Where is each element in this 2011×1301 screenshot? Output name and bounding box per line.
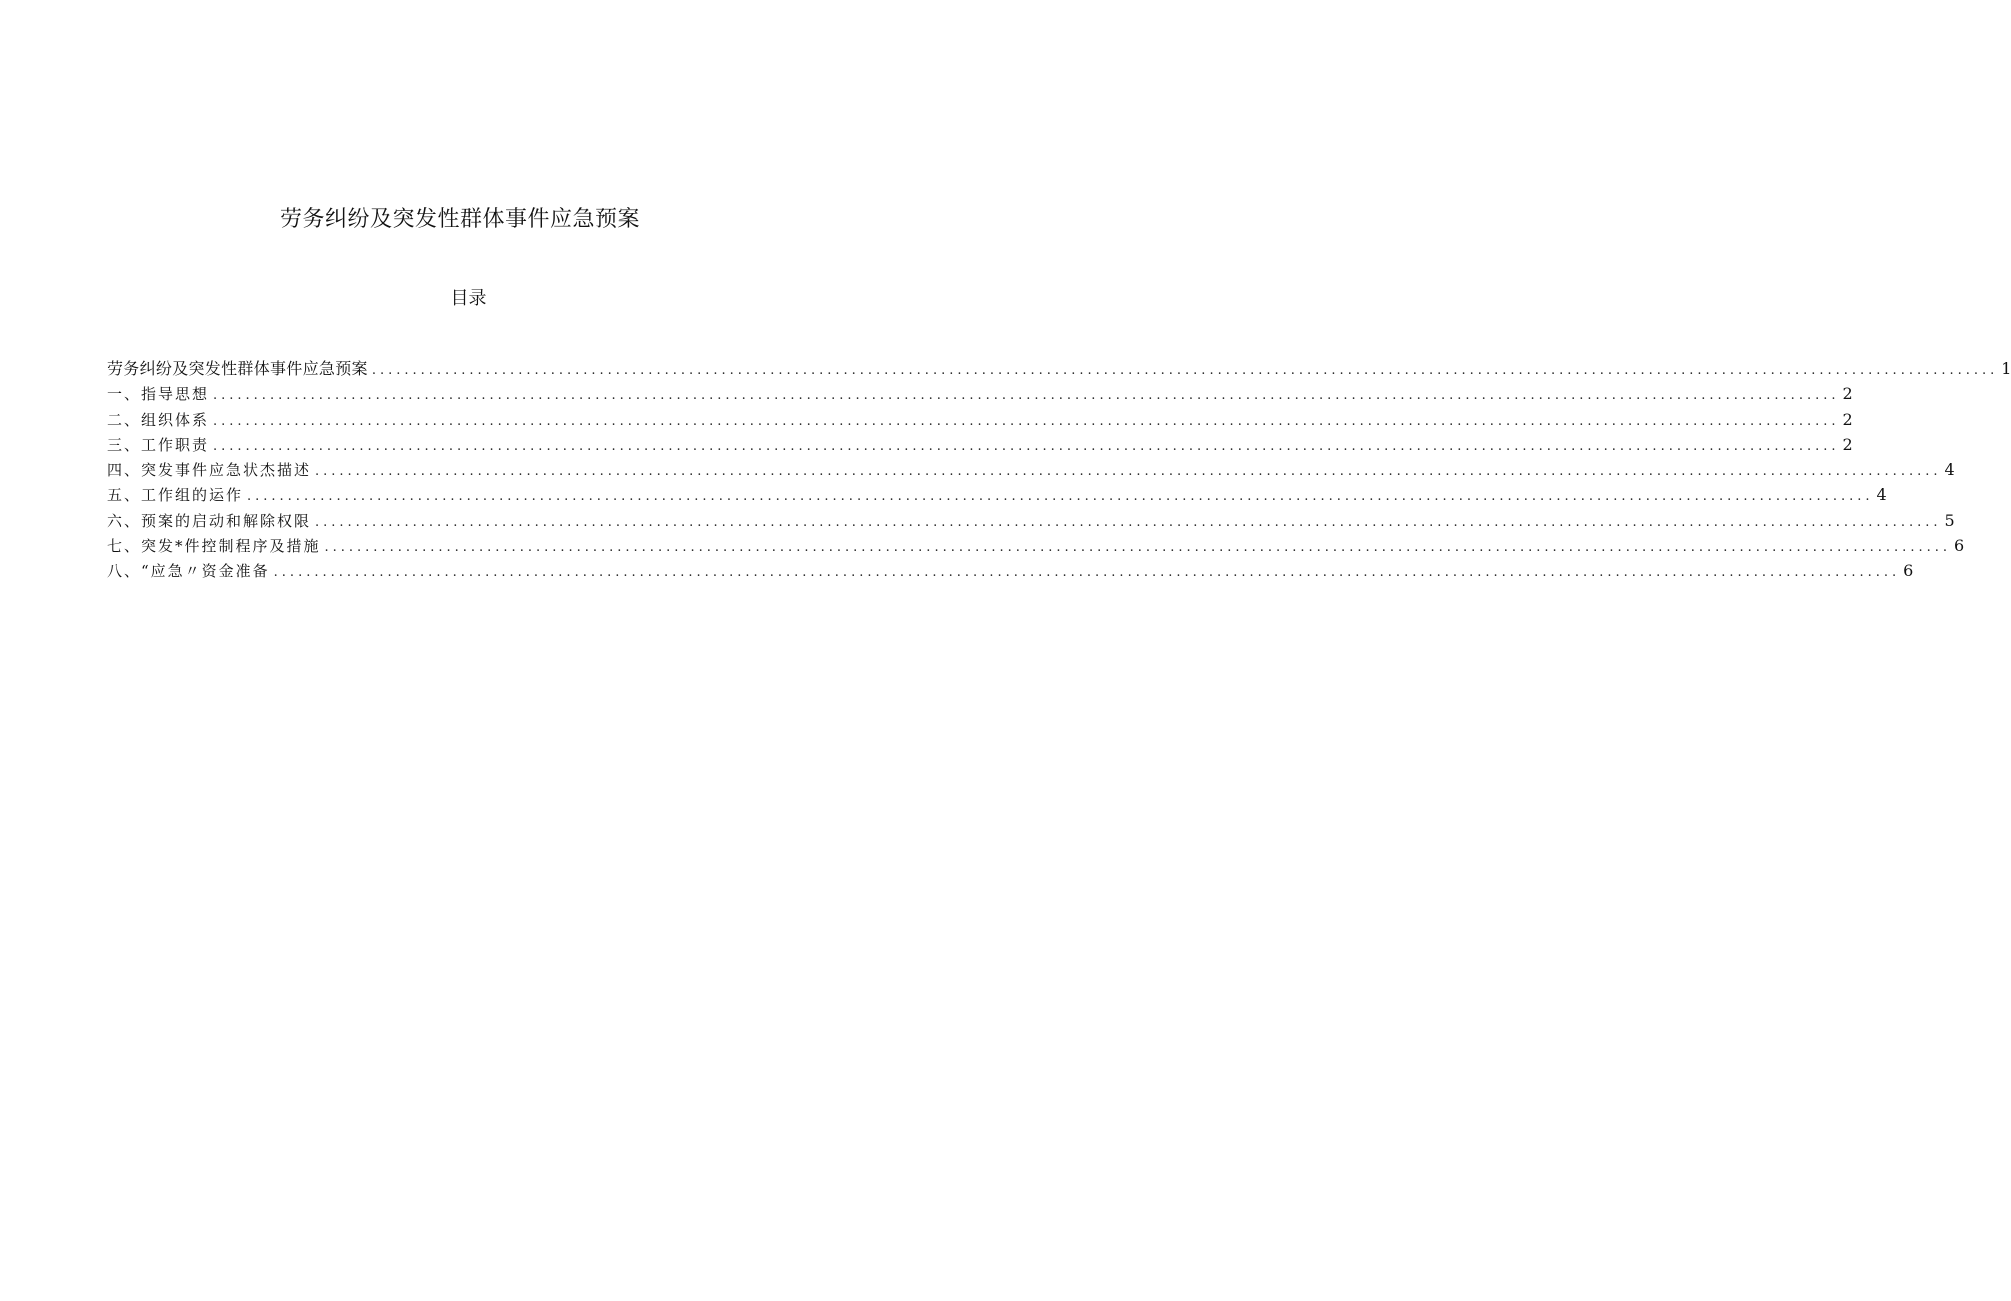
toc-entry-page: 2: [1842, 384, 1853, 404]
toc-leader-dots: ........................................................................................................................................................................................................: [213, 438, 1840, 454]
toc-entry-page: 2: [1842, 409, 1853, 429]
toc-leader-dots: ........................................................................................................................................................................................................: [247, 489, 1874, 505]
toc-entry-main-title[interactable]: [107, 357, 2011, 382]
toc-entry-label: 三、工作职责: [107, 435, 210, 454]
toc-entry-emergency-state[interactable]: [107, 458, 1955, 483]
toc-entry-page: 1: [2001, 359, 2011, 378]
toc-entry-label: 八、“应急〃资金准备: [107, 562, 270, 581]
toc-entry-work-duties[interactable]: [107, 433, 1853, 458]
toc-entry-label: 七、突发*件控制程序及措施: [107, 537, 321, 556]
toc-entry-label: 五、工作组的运作: [107, 486, 244, 505]
toc-entry-page: 4: [1944, 460, 1955, 480]
toc-entry-page: 4: [1876, 485, 1887, 505]
toc-entry-page: 6: [1953, 536, 1965, 556]
toc-leader-dots: ........................................................................................................................................................................................................: [273, 565, 1901, 581]
toc-heading: 目录: [450, 288, 487, 309]
table-of-contents: [107, 357, 2011, 585]
toc-entry-label: 二、组织体系: [107, 410, 210, 429]
toc-entry-organization-system[interactable]: [107, 408, 1853, 433]
toc-entry-label: 四、突发事件应急状杰描述: [107, 461, 312, 480]
toc-entry-working-group-operation[interactable]: [107, 483, 1887, 508]
toc-entry-page: 5: [1944, 510, 1955, 530]
toc-entry-control-procedures[interactable]: [107, 534, 1965, 559]
toc-leader-dots: ........................................................................................................................................................................................................: [315, 464, 1942, 480]
toc-leader-dots: ........................................................................................................................................................................................................: [213, 413, 1840, 429]
toc-entry-emergency-funds[interactable]: [107, 559, 1914, 584]
toc-leader-dots: ........................................................................................................................................................................................................: [324, 540, 1951, 556]
toc-entry-label: 六、预案的启动和解除权限: [107, 511, 312, 530]
toc-entry-plan-activation[interactable]: [107, 509, 1955, 534]
toc-entry-page: 6: [1903, 561, 1914, 581]
toc-entry-label: 劳务纠纷及突发性群体事件应急预案: [107, 359, 368, 378]
toc-entry-page: 2: [1842, 434, 1853, 454]
toc-leader-dots: ........................................................................................................................................................................................................: [213, 388, 1840, 404]
toc-leader-dots: ........................................................................................................................................................................................................: [315, 514, 1942, 530]
toc-entry-guiding-ideology[interactable]: [107, 382, 1853, 407]
toc-leader-dots: ........................................................................................................................................................................................................: [371, 363, 1999, 378]
document-title: 劳务纠纷及突发性群体事件应急预案: [279, 207, 640, 232]
toc-entry-label: 一、指导思想: [107, 385, 210, 404]
